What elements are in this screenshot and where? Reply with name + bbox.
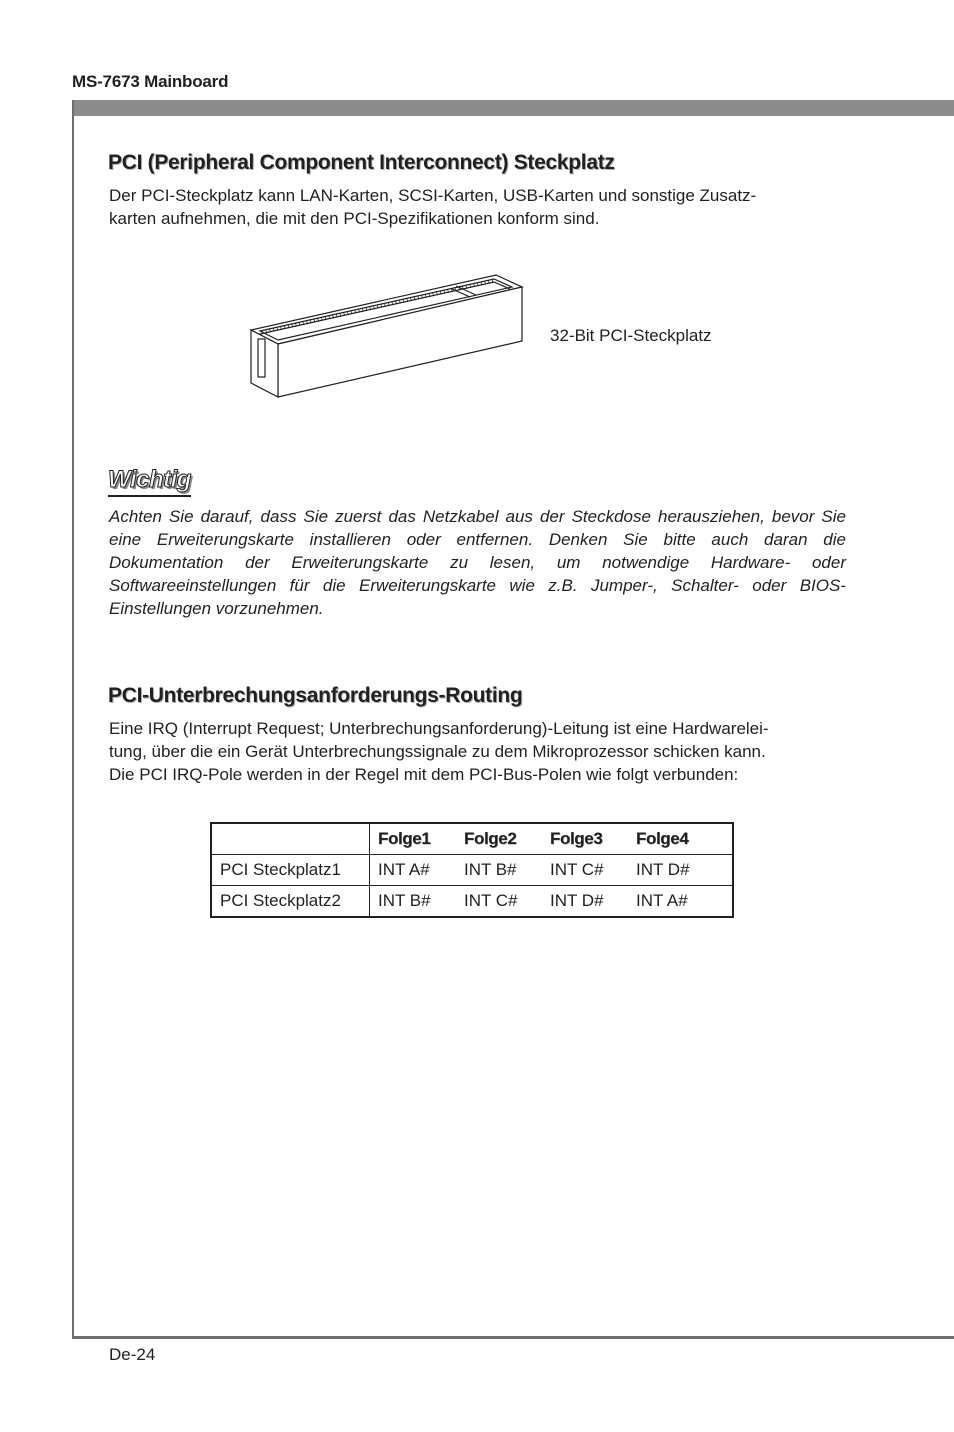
section-title-routing: PCI-Unterbrechungsanforderungs-Routing: [108, 684, 523, 707]
table-header-cell: Folge3: [550, 829, 603, 848]
section-title-pci: PCI (Peripheral Component Interconnect) Steckplatz: [108, 151, 615, 174]
pci-intro-line-1: Der PCI-Steckplatz kann LAN-Karten, SCSI-Karten, USB-Karten und sonstige Zusatz-: [109, 186, 757, 205]
routing-line-1: Eine IRQ (Interrupt Request; Unterbrechungsanforderung)-Leitung ist eine Hardwarelei-: [109, 719, 769, 738]
table-cell: INT A#: [628, 886, 733, 918]
table-header-cell: Folge4: [636, 829, 689, 848]
routing-text: [109, 717, 859, 786]
table-cell: PCI Steckplatz2: [211, 886, 370, 918]
pci-slot-caption: 32-Bit PCI-Steckplatz: [550, 326, 712, 345]
routing-line-3: Die PCI IRQ-Pole werden in der Regel mit dem PCI-Bus-Polen wie folgt verbunden:: [109, 765, 739, 784]
table-cell: INT A#: [370, 855, 457, 886]
left-margin-rule: [72, 100, 74, 1337]
table-header-row: [211, 823, 733, 855]
pci-intro-text: [109, 184, 849, 230]
note-line-1: Achten Sie darauf, dass Sie zuerst das Netzkabel aus der Steckdose herausziehen,: [109, 507, 765, 526]
pci-intro-line-2: karten aufnehmen, die mit den PCI-Spezifikationen konform sind.: [109, 209, 600, 228]
table-cell: INT B#: [370, 886, 457, 918]
table-cell: INT D#: [542, 886, 628, 918]
footer-rule: [72, 1336, 954, 1339]
table-cell: INT C#: [456, 886, 542, 918]
note-line-4: oder Softwareeinstellungen für die Erweiterungskarte wie z.B. Jumper-, Schalter- oder: [109, 553, 846, 595]
note-line-2: bevor Sie eine Erweiterungskarte installieren oder entfernen. Denken Sie bitte auch: [109, 507, 846, 549]
table-header-cell: Folge1: [378, 829, 431, 848]
note-line-5: BIOS-Einstellungen vorzunehmen.: [109, 576, 846, 618]
routing-line-2: tung, über die ein Gerät Unterbrechungssignale zu dem Mikroprozessor schicken kann.: [109, 742, 766, 761]
pci-slot-illustration: [246, 270, 531, 402]
table-row: [211, 855, 733, 886]
table-cell: INT B#: [456, 855, 542, 886]
note-text: [109, 505, 846, 620]
table-cell: INT D#: [628, 855, 733, 886]
note-line-3: daran die Dokumentation der Erweiterungskarte zu lesen, um notwendige Hardware-: [109, 530, 846, 572]
table-row: [211, 886, 733, 918]
table-header-cell: [211, 823, 370, 855]
header-model: MS-7673 Mainboard: [72, 72, 229, 91]
table-cell: PCI Steckplatz1: [211, 855, 370, 886]
table-header-cell: Folge2: [464, 829, 517, 848]
page-number: De-24: [109, 1345, 156, 1364]
irq-routing-table: [210, 822, 734, 918]
table-cell: INT C#: [542, 855, 628, 886]
header-bar: [72, 100, 954, 116]
note-title: Wichtig: [108, 466, 191, 497]
